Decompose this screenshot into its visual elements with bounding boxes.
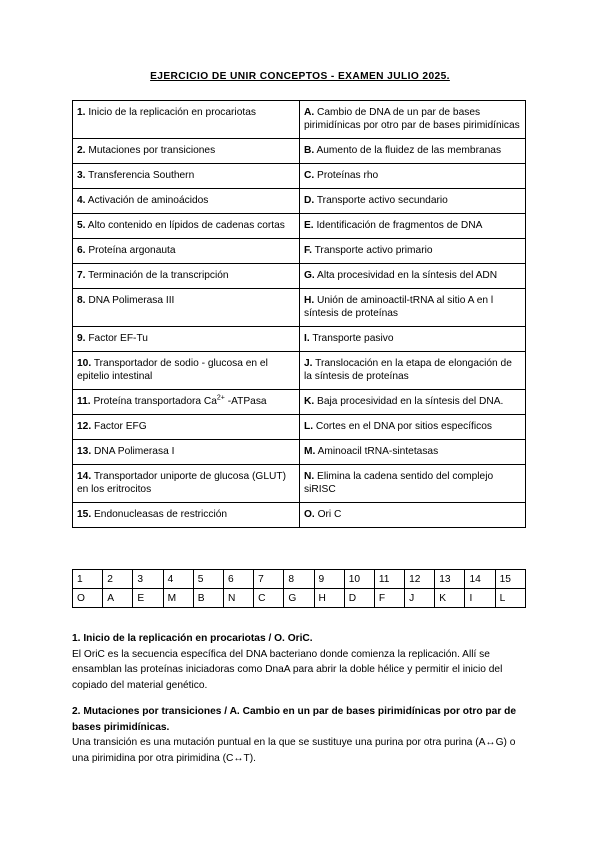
answer-key-table [72,569,526,608]
answer-letter-cell: E [133,589,163,608]
option-text: Ori C [314,509,342,520]
concept-number: 5. [77,220,86,231]
concept-number: 6. [77,245,86,256]
option-text: Translocación en la etapa de elongación de la síntesis de proteínas [304,358,512,382]
match-row [73,327,526,352]
explanation-heading: 2. Mutaciones por transiciones / A. Cambio en un par de bases pirimidínicas por otro par de bases pirimidínicas. [72,706,517,733]
concept-number: 4. [77,195,86,206]
option-letter: I. [304,333,310,344]
matching-table [72,100,526,528]
answer-number-cell: 10 [344,570,374,589]
option-letter: N. [304,471,315,482]
option-text: Transporte activo secundario [314,195,448,206]
match-row [73,503,526,528]
concept-cell [73,139,300,164]
concept-text: DNA Polimerasa III [85,295,175,306]
superscript: 2+ [216,394,225,402]
concept-text: Factor EFG [91,421,147,432]
concept-cell [73,415,300,440]
concept-text-cont: -ATPasa [224,396,267,407]
answer-letter-cell: B [193,589,223,608]
concept-text: Transferencia Southern [85,170,195,181]
option-text: Unión de aminoactil-tRNA al sitio A en l síntesis de proteínas [304,295,494,319]
concept-number: 2. [77,145,86,156]
option-text: Alta procesividad en la síntesis del ADN [314,270,498,281]
explanation-heading: 1. Inicio de la replicación en procariotas / O. OriC. [72,633,313,644]
concept-cell [73,465,300,503]
concept-cell [73,289,300,327]
match-row [73,390,526,415]
match-row [73,214,526,239]
match-option-cell [300,214,526,239]
option-letter: M. [304,446,316,457]
match-option-cell [300,415,526,440]
concept-number: 1. [77,107,86,118]
match-row [73,264,526,289]
concept-cell [73,440,300,465]
match-row [73,440,526,465]
answer-number-cell: 12 [405,570,435,589]
answer-letter-cell: O [73,589,103,608]
option-text: Aminoacil tRNA-sintetasas [315,446,439,457]
option-letter: F. [304,245,312,256]
concept-text: Terminación de la transcripción [85,270,229,281]
match-option-cell [300,327,526,352]
answer-number-cell: 9 [314,570,344,589]
concept-cell [73,239,300,264]
option-letter: H. [304,295,315,306]
concept-text: Inicio de la replicación en procariotas [85,107,256,118]
answer-letter-cell: A [103,589,133,608]
explanation-body: Una transición es una mutación puntual en la que se sustituye una purina por otra purina (A↔G) o una pirimidina por otra pirimidina (C↔T). [72,737,516,764]
option-letter: D. [304,195,315,206]
answer-letter-cell: N [223,589,253,608]
match-option-cell [300,503,526,528]
option-text: Elimina la cadena sentido del complejo siRISC [304,471,494,495]
concept-cell [73,327,300,352]
concept-cell [73,503,300,528]
option-letter: L. [304,421,314,432]
answer-letter-cell: M [163,589,193,608]
match-option-cell [300,264,526,289]
match-row [73,289,526,327]
option-text: Proteínas rho [314,170,379,181]
answer-number-cell: 11 [374,570,404,589]
match-row [73,415,526,440]
option-letter: O. [304,509,315,520]
answer-letter-cell: I [465,589,495,608]
explanation-2 [72,704,532,766]
answer-number-cell: 4 [163,570,193,589]
option-text: Cambio de DNA de un par de bases pirimidínicas por otro par de bases pirimidínicas [304,107,520,131]
answer-number-cell: 6 [223,570,253,589]
concept-text: Transportador de sodio - glucosa en el epitelio intestinal [77,358,268,382]
answer-letter-cell: J [405,589,435,608]
concept-number: 8. [77,295,86,306]
answer-number-cell: 2 [103,570,133,589]
match-option-cell [300,465,526,503]
answer-letter-cell: F [374,589,404,608]
match-option-cell [300,164,526,189]
match-row [73,239,526,264]
match-row [73,101,526,139]
match-option-cell [300,440,526,465]
concept-text: Proteína argonauta [85,245,176,256]
match-row [73,352,526,390]
match-row [73,189,526,214]
answer-letter-cell: D [344,589,374,608]
concept-number: 15. [77,509,92,520]
option-letter: C. [304,170,315,181]
answer-number-cell: 8 [284,570,314,589]
option-letter: J. [304,358,313,369]
concept-number: 13. [77,446,92,457]
answer-letter-cell: K [435,589,465,608]
concept-number: 14. [77,471,92,482]
concept-text: Mutaciones por transiciones [85,145,216,156]
match-row [73,465,526,503]
match-option-cell [300,289,526,327]
concept-text: Transportador uniporte de glucosa (GLUT) en los eritrocitos [77,471,286,495]
concept-text: Factor EF-Tu [85,333,148,344]
option-text: Cortes en el DNA por sitios específicos [313,421,492,432]
option-text: Aumento de la fluidez de las membranas [314,145,502,156]
concept-cell [73,164,300,189]
concept-number: 12. [77,421,92,432]
answer-letter-cell: L [495,589,525,608]
concept-cell [73,264,300,289]
concept-cell [73,101,300,139]
concept-number: 10. [77,358,92,369]
answer-letter-cell: H [314,589,344,608]
match-option-cell [300,101,526,139]
concept-cell [73,214,300,239]
match-option-cell [300,352,526,390]
option-text: Baja procesividad en la síntesis del DNA. [314,396,504,407]
match-option-cell [300,189,526,214]
answer-numbers-row [73,570,526,589]
option-letter: E. [304,220,314,231]
answer-number-cell: 3 [133,570,163,589]
concept-cell [73,189,300,214]
answer-number-cell: 1 [73,570,103,589]
concept-cell [73,390,300,415]
explanation-body: El OriC es la secuencia específica del DNA bacteriano donde comienza la replicación. Allí se ensamblan las proteínas iniciadoras como DnaA para abrir la doble hélice y permitir el inicio del copiado del material genético. [72,648,503,691]
match-option-cell [300,139,526,164]
option-letter: G. [304,270,315,281]
concept-cell [73,352,300,390]
option-text: Transporte pasivo [309,333,394,344]
answer-number-cell: 14 [465,570,495,589]
answer-letters-row [73,589,526,608]
concept-text: Endonucleasas de restricción [91,509,228,520]
concept-number: 11. [77,396,91,407]
option-letter: B. [304,145,315,156]
concept-text: Proteína transportadora Ca [90,396,217,407]
answer-letter-cell: C [254,589,284,608]
answer-number-cell: 5 [193,570,223,589]
concept-text: DNA Polimerasa I [91,446,175,457]
concept-number: 9. [77,333,86,344]
page-title: EJERCICIO DE UNIR CONCEPTOS - EXAMEN JULIO 2025. [150,71,450,82]
match-option-cell [300,239,526,264]
match-row [73,139,526,164]
option-text: Identificación de fragmentos de DNA [313,220,483,231]
answer-number-cell: 13 [435,570,465,589]
answer-number-cell: 7 [254,570,284,589]
match-row [73,164,526,189]
match-option-cell [300,390,526,415]
concept-text: Alto contenido en lípidos de cadenas cortas [85,220,285,231]
option-letter: A. [304,107,315,118]
answer-number-cell: 15 [495,570,525,589]
concept-number: 3. [77,170,86,181]
option-letter: K. [304,396,315,407]
concept-number: 7. [77,270,86,281]
option-text: Transporte activo primario [311,245,433,256]
concept-text: Activación de aminoácidos [85,195,209,206]
explanation-1 [72,631,532,693]
answer-letter-cell: G [284,589,314,608]
